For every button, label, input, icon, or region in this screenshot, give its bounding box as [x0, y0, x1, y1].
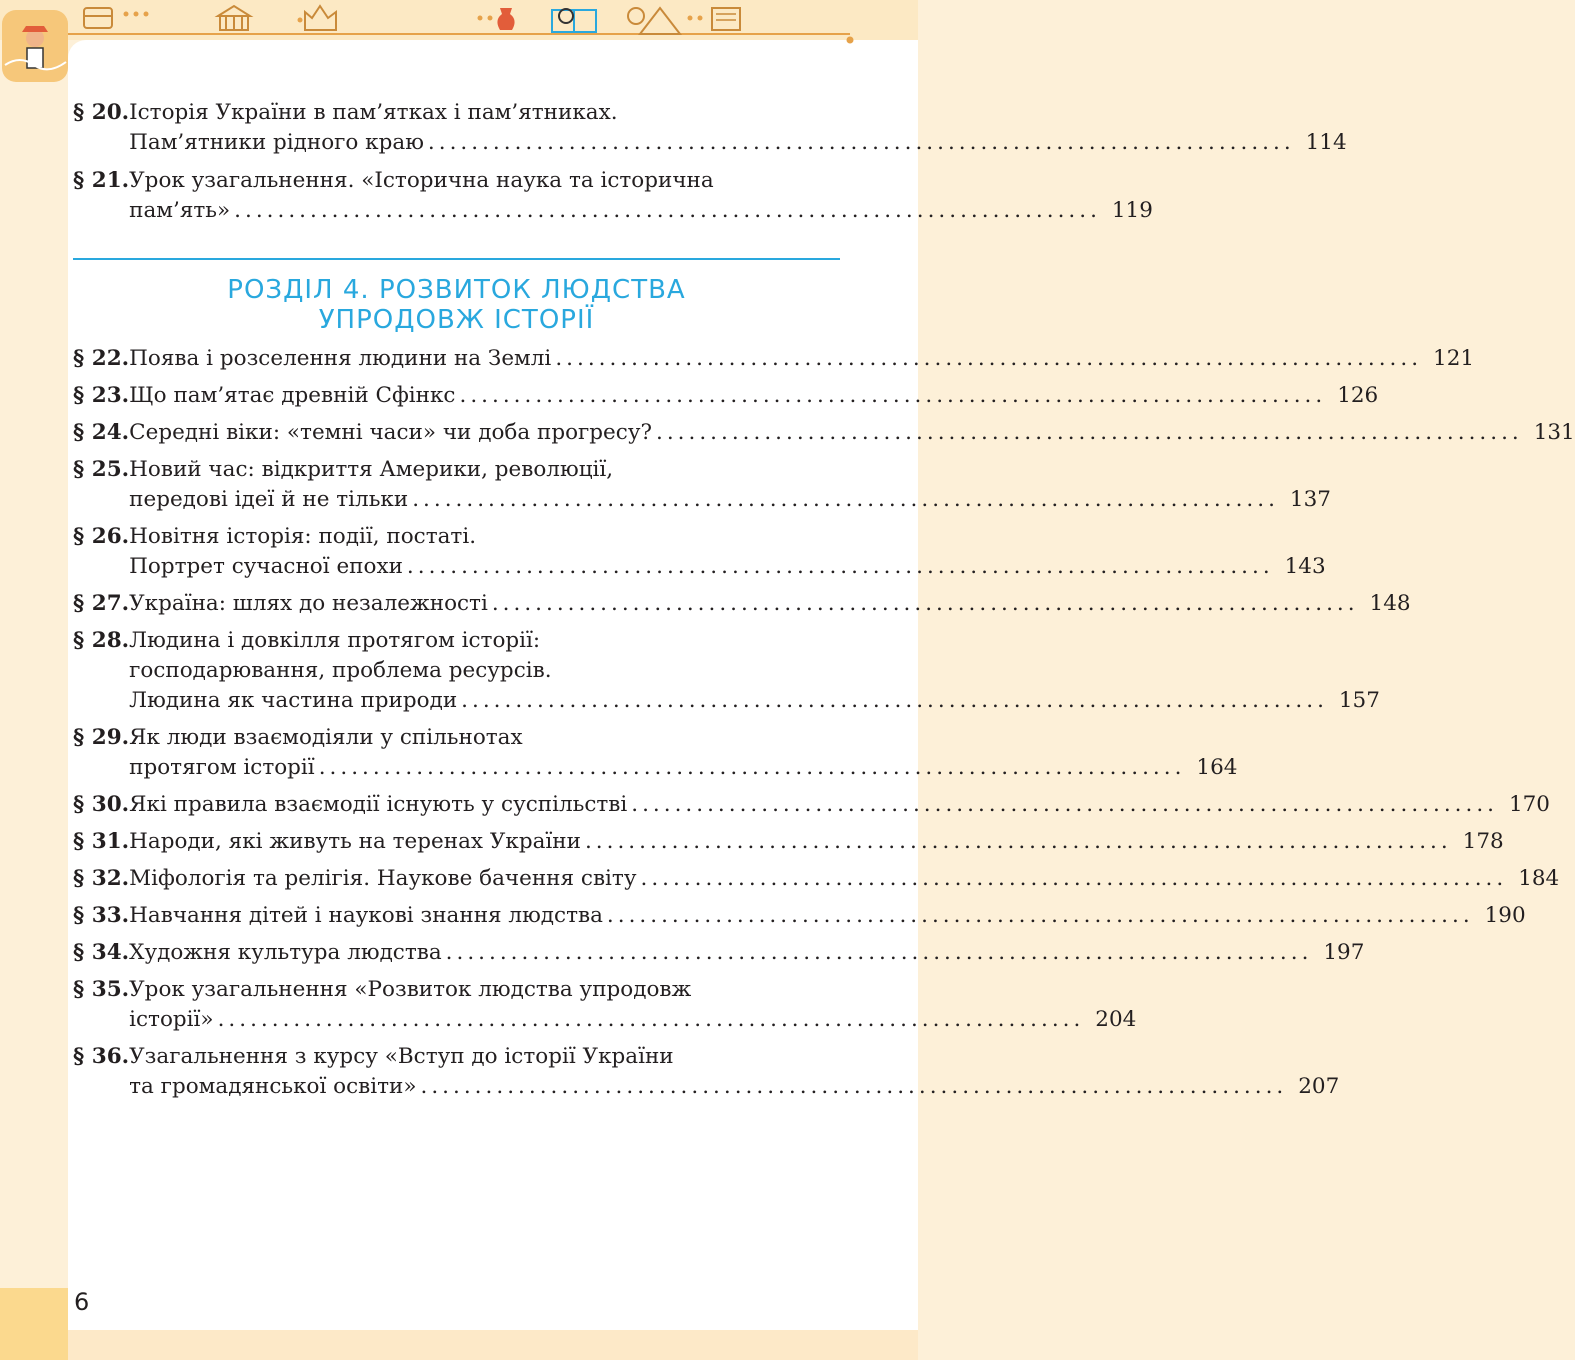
toc-entry[interactable]	[73, 827, 1504, 857]
toc-entry-page: 170	[1508, 792, 1550, 817]
toc-entry-page: 207	[1298, 1074, 1340, 1099]
pyramid-icon	[640, 8, 680, 34]
toc-leader-dots: ................................................................................	[217, 1007, 1085, 1032]
toc-leader-dots: ................................................................................	[406, 554, 1274, 579]
toc-entry-title-line: Художня культура людства	[129, 940, 442, 965]
toc-entry-title-line: протягом історії	[129, 755, 315, 780]
toc-leader-dots: ................................................................................	[234, 198, 1101, 223]
toc-entry[interactable]	[73, 98, 1347, 158]
toc-entry-title-line: Які правила взаємодії існують у суспільстві	[129, 792, 628, 817]
toc-entry-title-line: Поява і розселення людини на Землі	[129, 346, 552, 371]
page-number: 6	[74, 1288, 90, 1316]
toc-entry-title-line: Людина як частина природи	[129, 688, 458, 713]
toc-entry[interactable]	[73, 901, 1526, 931]
toc-entry-number: § 22.	[73, 346, 130, 371]
toc-entry-page: 119	[1111, 198, 1153, 223]
toc-entry-number: § 35.	[73, 977, 130, 1002]
toc-entry-title-line: Людина і довкілля протягом історії:	[129, 628, 541, 653]
toc-entry[interactable]	[73, 975, 1137, 1035]
toc-entry-title-line: Середні віки: «темні часи» чи доба прогресу?	[129, 420, 652, 445]
toc-entry-title-line: Навчання дітей і наукові знання людства	[129, 903, 603, 928]
toc-leader-dots: ................................................................................	[427, 130, 1295, 155]
toc-list-part-4	[73, 344, 1575, 1109]
footer-band	[68, 1330, 918, 1360]
treasure-chest-icon	[84, 8, 112, 28]
toc-entry-page: 164	[1196, 755, 1238, 780]
toc-entry-number: § 20.	[73, 100, 130, 125]
toc-entry[interactable]	[73, 589, 1411, 619]
explorer-icon	[2, 10, 68, 82]
toc-leader-dots: ................................................................................	[445, 940, 1313, 965]
toc-entry-number: § 28.	[73, 628, 130, 653]
toc-entry-page: 143	[1284, 554, 1326, 579]
toc-entry-page: 190	[1484, 903, 1526, 928]
toc-entry-title-line: та громадянської освіти»	[129, 1074, 417, 1099]
toc-entry-page: 204	[1095, 1007, 1137, 1032]
toc-entry-number: § 24.	[73, 420, 130, 445]
toc-entry-number: § 31.	[73, 829, 130, 854]
toc-entry[interactable]	[73, 166, 1153, 226]
toc-entry-title-line: Міфологія та релігія. Наукове бачення світу	[129, 866, 637, 891]
toc-entry-page: 184	[1518, 866, 1560, 891]
toc-leader-dots: ................................................................................	[459, 383, 1327, 408]
toc-entry-title-line: Пам’ятники рідного краю	[129, 130, 424, 155]
toc-entry-number: § 26.	[73, 524, 130, 549]
toc-entry-number: § 32.	[73, 866, 130, 891]
toc-entry-number: § 34.	[73, 940, 130, 965]
toc-entry[interactable]	[73, 626, 1380, 716]
toc-list-part-3	[73, 98, 1347, 234]
toc-leader-dots: ................................................................................	[491, 591, 1359, 616]
toc-leader-dots: ................................................................................	[606, 903, 1474, 928]
toc-entry[interactable]	[73, 418, 1575, 448]
globe-icon	[628, 8, 644, 24]
toc-entry-number: § 29.	[73, 725, 130, 750]
toc-entry-page: 131	[1533, 420, 1575, 445]
toc-entry-title-line: Узагальнення з курсу «Вступ до історії України	[129, 1044, 674, 1069]
toc-entry-page: 114	[1305, 130, 1347, 155]
section-divider	[73, 258, 840, 260]
toc-entry-title-line: господарювання, проблема ресурсів.	[129, 658, 552, 683]
toc-entry[interactable]	[73, 455, 1331, 515]
toc-entry-title-line: Народи, які живуть на теренах України	[129, 829, 581, 854]
toc-leader-dots: ................................................................................	[640, 866, 1508, 891]
book-magnifier-icon	[552, 9, 596, 32]
toc-leader-dots: ................................................................................	[584, 829, 1452, 854]
section-heading-line-1: РОЗДІЛ 4. РОЗВИТОК ЛЮДСТВА	[227, 275, 686, 305]
toc-leader-dots: ................................................................................	[461, 688, 1328, 713]
toc-entry-title-line: передові ідеї й не тільки	[129, 487, 409, 512]
toc-entry-title-line: пам’ять»	[129, 198, 231, 223]
toc-entry-title-line: Урок узагальнення. «Історична наука та історична	[129, 168, 714, 193]
museum-icon	[218, 6, 250, 30]
toc-leader-dots: ................................................................................	[555, 346, 1423, 371]
toc-entry[interactable]	[73, 938, 1365, 968]
toc-entry[interactable]	[73, 723, 1238, 783]
toc-entry-number: § 33.	[73, 903, 130, 928]
toc-entry[interactable]	[73, 522, 1326, 582]
toc-entry[interactable]	[73, 790, 1550, 820]
vase-icon	[497, 8, 514, 30]
toc-leader-dots: ................................................................................	[420, 1074, 1288, 1099]
toc-entry-page: 126	[1337, 383, 1379, 408]
toc-entry-title-line: Портрет сучасної епохи	[129, 554, 403, 579]
toc-entry-number: § 21.	[73, 168, 130, 193]
toc-entry-page: 137	[1289, 487, 1331, 512]
toc-entry-page: 178	[1462, 829, 1504, 854]
toc-entry-page: 148	[1369, 591, 1411, 616]
toc-entry-title-line: Новітня історія: події, постаті.	[129, 524, 477, 549]
toc-entry-number: § 36.	[73, 1044, 130, 1069]
toc-entry-number: § 30.	[73, 792, 130, 817]
toc-entry-title-line: Що пам’ятає древній Сфінкс	[129, 383, 456, 408]
toc-leader-dots: ................................................................................	[412, 487, 1279, 512]
toc-entry-page: 157	[1338, 688, 1380, 713]
toc-entry-title-line: Урок узагальнення «Розвиток людства упродовж	[129, 977, 692, 1002]
toc-leader-dots: ................................................................................	[318, 755, 1186, 780]
toc-leader-dots: ................................................................................	[656, 420, 1523, 445]
toc-entry-title-line: Україна: шлях до незалежності	[129, 591, 488, 616]
toc-entry[interactable]	[73, 344, 1475, 374]
toc-entry-number: § 25.	[73, 457, 130, 482]
map-icon	[712, 8, 740, 30]
toc-entry-page: 121	[1433, 346, 1475, 371]
toc-entry-number: § 27.	[73, 591, 130, 616]
toc-entry[interactable]	[73, 864, 1560, 894]
toc-entry[interactable]	[73, 381, 1379, 411]
section-heading-line-2: УПРОДОВЖ ІСТОРІЇ	[318, 305, 595, 335]
castle-icon	[305, 6, 336, 30]
toc-entry-title-line: Новий час: відкриття Америки, революції,	[129, 457, 614, 482]
header-decoration	[0, 0, 918, 90]
toc-entry-title-line: історії»	[129, 1007, 214, 1032]
toc-entry-title-line: Історія України в пам’ятках і пам’ятниках.	[129, 100, 618, 125]
toc-entry-number: § 23.	[73, 383, 130, 408]
toc-entry-title-line: Як люди взаємодіяли у спільнотах	[129, 725, 523, 750]
page-corner-band	[0, 1288, 68, 1360]
toc-leader-dots: ................................................................................	[631, 792, 1498, 817]
toc-entry[interactable]	[73, 1042, 1340, 1102]
toc-entry-page: 197	[1323, 940, 1365, 965]
